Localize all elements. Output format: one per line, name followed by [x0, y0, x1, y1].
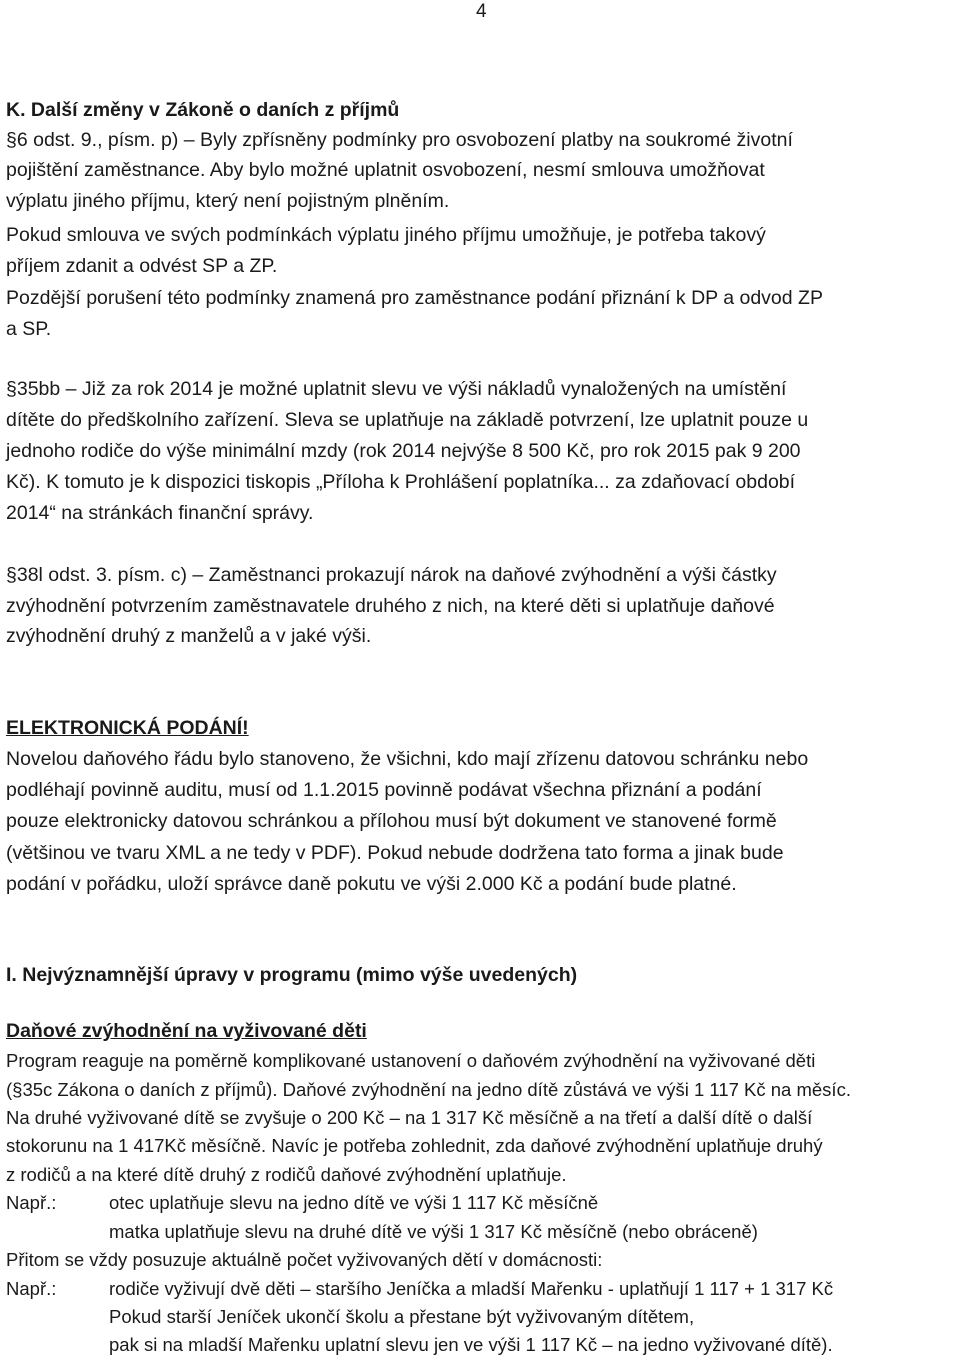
paragraph-line: dítěte do předškolního zařízení. Sleva se uplatňuje na základě potvrzení, lze uplatnit pouze u	[6, 409, 809, 431]
example-label: Např.:	[6, 1192, 57, 1213]
paragraph-line: a SP.	[6, 318, 52, 340]
paragraph-line: jednoho rodiče do výše minimální mzdy (rok 2014 nejvýše 8 500 Kč, pro rok 2015 pak 9 200	[6, 440, 801, 462]
paragraph-line: pojištění zaměstnance. Aby bylo možné uplatnit osvobození, nesmí smlouva umožňovat	[6, 159, 765, 181]
paragraph-line: Na druhé vyživované dítě se zvyšuje o 200 Kč – na 1 317 Kč měsíčně a na třetí a další dítě o další	[6, 1107, 813, 1128]
paragraph-line: pouze elektronicky datovou schránkou a přílohou musí být dokument ve stanovené formě	[6, 810, 777, 832]
section-i-heading: I. Nejvýznamnější úpravy v programu (mimo výše uvedených)	[6, 964, 578, 986]
paragraph-line: Pozdější porušení této podmínky znamená pro zaměstnance podání přiznání k DP a odvod ZP	[6, 287, 823, 309]
example-line: matka uplatňuje slevu na druhé dítě ve výši 1 317 Kč měsíčně (nebo obráceně)	[109, 1221, 758, 1242]
paragraph-line: Program reaguje na poměrně komplikované ustanovení o daňovém zvýhodnění na vyživované děti	[6, 1050, 816, 1071]
note-line: Přitom se vždy posuzuje aktuálně počet vyživovaných dětí v domácnosti:	[6, 1249, 603, 1270]
paragraph-line: podání v pořádku, uloží správce daně pokutu ve výši 2.000 Kč a podání bude platné.	[6, 873, 737, 895]
example-line: Pokud starší Jeníček ukončí školu a přestane být vyživovaným dítětem,	[109, 1306, 695, 1327]
example-line: otec uplatňuje slevu na jedno dítě ve výši 1 117 Kč měsíčně	[109, 1192, 599, 1213]
paragraph-line: Pokud smlouva ve svých podmínkách výplatu jiného příjmu umožňuje, je potřeba takový	[6, 224, 766, 246]
paragraph-line: Novelou daňového řádu bylo stanoveno, že všichni, kdo mají zřízenu datovou schránku nebo	[6, 748, 809, 770]
page-number: 4	[476, 1, 487, 22]
paragraph-line: §35bb – Již za rok 2014 je možné uplatnit slevu ve výši nákladů vynaložených na umístění	[6, 378, 787, 400]
paragraph-line: (§35c Zákona o daních z příjmů). Daňové zvýhodnění na jedno dítě zůstává ve výši 1 117 Kč na měsíc.	[6, 1079, 851, 1100]
section-i-subheading: Daňové zvýhodnění na vyživované děti	[6, 1020, 367, 1042]
paragraph-line: zvýhodnění druhý z manželů a v jaké výši.	[6, 625, 372, 647]
section-k-heading: K. Další změny v Zákoně o daních z příjmů	[6, 99, 400, 121]
example-label: Např.:	[6, 1278, 57, 1299]
paragraph-line: podléhají povinně auditu, musí od 1.1.2015 povinně podávat všechna přiznání a podání	[6, 779, 762, 801]
paragraph-line: (většinou ve tvaru XML a ne tedy v PDF). Pokud nebude dodržena tato forma a jinak bude	[6, 842, 784, 864]
paragraph-line: výplatu jiného příjmu, který není pojistným plněním.	[6, 190, 450, 212]
paragraph-line: příjem zdanit a odvést SP a ZP.	[6, 255, 278, 277]
paragraph-line: §38l odst. 3. písm. c) – Zaměstnanci prokazují nárok na daňové zvýhodnění a výši částky	[6, 564, 777, 586]
example-line: rodiče vyživují dvě děti – staršího Jeníčka a mladší Mařenku - uplatňují 1 117 + 1 317 Kč	[109, 1278, 834, 1299]
paragraph-line: zvýhodnění potvrzením zaměstnavatele druhého z nich, na které děti si uplatňuje daňové	[6, 595, 775, 617]
paragraph-line: §6 odst. 9., písm. p) – Byly zpřísněny podmínky pro osvobození platby na soukromé životní	[6, 129, 793, 151]
electronic-heading: ELEKTRONICKÁ PODÁNÍ!	[6, 717, 249, 739]
paragraph-line: 2014“ na stránkách finanční správy.	[6, 502, 314, 524]
paragraph-line: stokorunu na 1 417Kč měsíčně. Navíc je potřeba zohlednit, zda daňové zvýhodnění uplatňuje druhý	[6, 1135, 823, 1156]
paragraph-line: z rodičů a na které dítě druhý z rodičů daňové zvýhodnění uplatňuje.	[6, 1164, 567, 1185]
paragraph-line: Kč). K tomuto je k dispozici tiskopis „Příloha k Prohlášení poplatníka... za zdaňovací období	[6, 471, 796, 493]
example-line: pak si na mladší Mařenku uplatní slevu jen ve výši 1 117 Kč – na jedno vyživované dítě).	[109, 1334, 833, 1355]
